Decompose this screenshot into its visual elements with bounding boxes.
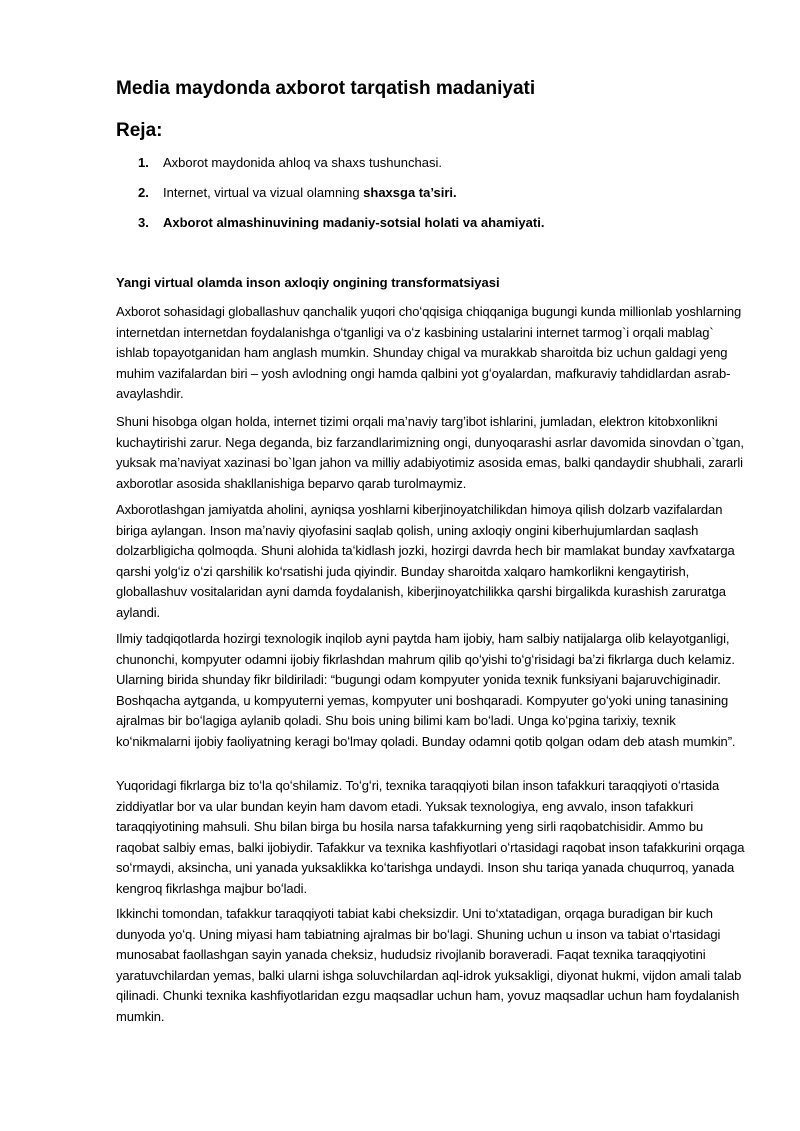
- plan-item-number: 3.: [138, 215, 149, 230]
- plan-item-text: [163, 154, 442, 172]
- paragraph: Yuqoridagi fikrlarga biz toʻla qoʻshilamiz. Toʻgʻri, texnika taraqqiyoti bilan inson tafakkuri taraqqiyoti oʻrtasida ziddiyatlar bor va ular bundan keyin ham davom etadi. Yuksak texnologiya, eng avvalo, inson tafakkuri taraqqiyotining mahsuli. Shu bilan birga bu hosila narsa tafakkurning yeng sirli raqobatchisidir. Ammo bu raqobat salbiy emas, balki ijobiydir. Tafakkur va texnika kashfiyotlari oʻrtasidagi raqobat inson tafakkurini orqaga soʻrmaydi, aksincha, uni yanada yuksaklikka koʻtarishga undaydi. Inson shu tariqa yanada chuqurroq, yanada kengroq fikrlashga majbur boʻladi.: [116, 778, 745, 896]
- plan-item-text: [163, 214, 544, 232]
- plan-item-number: 2.: [138, 185, 149, 200]
- plan-item-text: [163, 184, 457, 202]
- plan-item-text-regular: Internet, virtual va vizual olamning: [163, 185, 364, 200]
- plan-item-text-bold: Axborot almashinuvining madaniy-sotsial holati va ahamiyati.: [163, 215, 545, 230]
- plan-item-text-regular: Axborot maydonida ahloq va shaxs tushunchasi.: [163, 155, 442, 170]
- paragraph: Ikkinchi tomondan, tafakkur taraqqiyoti tabiat kabi cheksizdir. Uni toʻxtatadigan, orqaga buradigan bir kuch dunyoda yoʻq. Uning miyasi ham tabiatning ajralmas bir boʻlagi. Shuning uchun u inson va tabiat oʻrtasidagi munosabat faollashgan sayin yanada cheksiz, hududsiz rivojlanib boraveradi. Faqat texnika taraqqiyotini yaratuvchilardan yemas, balki ularni ishga soluvchilardan aql-idrok yuksakligi, diyonat hukmi, vijdon amali talab qilinadi. Chunki texnika kashfiyotlaridan ezgu maqsadlar uchun ham, yovuz maqsadlar uchun ham foydalanish mumkin.: [116, 906, 742, 1024]
- paragraph: Axborot sohasidagi globallashuv qanchalik yuqori choʻqqisiga chiqqaniga bugungi kunda millionlab yoshlarning internetdan internetdan foydalanishga oʻtganligi va oʻz kasbining ustalarini internet tarmog`i orqali mablag` ishlab topayotganidan ham anglash mumkin. Shunday chigal va murakkab sharoitda biz uchun galdagi yeng muhim vazifalardan biri – yosh avlodning ongi hamda qalbini yot gʻoyalardan, mafkuraviy tahdidlardan asrab-avaylashdir.: [116, 304, 742, 402]
- plan-item-number: 1.: [138, 155, 149, 170]
- paragraph: Axborotlashgan jamiyatda aholini, ayniqsa yoshlarni kiberjinoyatchilikdan himoya qilish dolzarb vazifalardan biriga aylangan. Inson maʼnaviy qiyofasini saqlab qolish, uning axloqiy ongini kiberhujumlardan saqlash dolzarbligicha qolmoqda. Shuni alohida taʻkidlash jozki, hozirgi davrda hech bir mamlakat bunday xavfxatarga qarshi yolgʻiz oʻzi qarshilik koʻrsatishi juda qiyindir. Bunday sharoitda xalqaro hamkorlikni kengaytirish, globallashuv vositalaridan ayni damda foydalanish, kiberjinoyatchilikka qarshi birgalikda kurashish zaruratga aylandi.: [116, 502, 735, 620]
- section-title: Yangi virtual olamda inson axloqiy ongining transformatsiyasi: [116, 275, 500, 290]
- document-title: Media maydonda axborot tarqatish madaniyati: [116, 78, 536, 99]
- paragraph: Shuni hisobga olgan holda, internet tizimi orqali maʼnaviy targʼibot ishlarini, jumladan, elektron kitobxonlikni kuchaytirishi zarur. Nega deganda, biz farzandlarimizning ongi, dunyoqarashi asrlar davomida sinovdan o`tgan, yuksak maʼnaviyat xazinasi bo`lgan jahon va milliy adabiyotimiz asosida emas, balki qandaydir shubhali, zararli axborotlar asosida shakllanishiga beparvo qarab turolmaymiz.: [116, 414, 744, 491]
- paragraph: Ilmiy tadqiqotlarda hozirgi texnologik inqilob ayni paytda ham ijobiy, ham salbiy natijalarga olib kelayotganligi, chunonchi, kompyuter odamni ijobiy fikrlashdan mahrum qilib qoʻyishi toʻgʻrisidagi baʼzi fikrlarga duch kelamiz. Ularning birida shunday fikr bildiriladi: “bugungi odam kompyuter yonida texnik funksiyani bajaruvchiginadir. Boshqacha aytganda, u kompyuterni yemas, kompyuter uni boshqaradi. Kompyuter goʻyoki uning tanasining ajralmas bir boʻlagiga aylanib qoladi. Shu bois uning bilimi kam boʻladi. Unga koʻpgina tarixiy, texnik koʻnikmalarni ijobiy faoliyatning keragi boʻlmay qoladi. Bunday odamni qotib qolgan odam deb atash mumkin”.: [116, 631, 736, 749]
- plan-item-text-bold: shaxsga ta’siri.: [363, 185, 457, 200]
- plan-heading: Reja:: [116, 120, 163, 141]
